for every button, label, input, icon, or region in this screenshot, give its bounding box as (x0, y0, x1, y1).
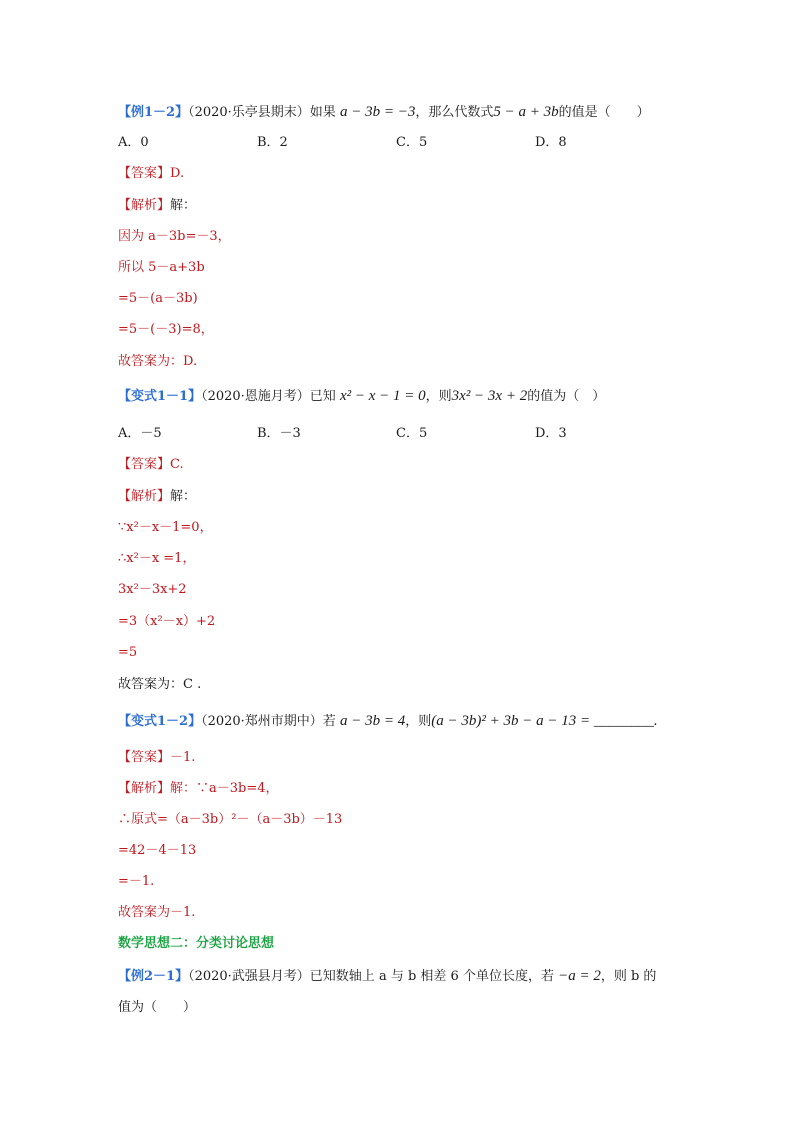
solution-step: 3x²－3x+2 (118, 582, 187, 597)
analysis-line (118, 781, 754, 797)
solution-step: =5－(－3)=8， (118, 322, 214, 337)
question-text: ，则 (425, 389, 452, 404)
option-a: A．0 (118, 135, 149, 150)
question-source: （2020·乐亭县期末）如果 (188, 105, 336, 120)
answer-line (118, 457, 754, 473)
question-ex21 (118, 968, 754, 985)
solution-step: =5－(a－3b) (118, 291, 198, 306)
solution-step: ∴原式=（a－3b）²－（a－3b）－13 (118, 812, 343, 827)
option-b: B．2 (257, 135, 288, 150)
options-row (118, 426, 754, 442)
solution-step: 故答案为：C . (118, 677, 202, 692)
solution-step: 故答案为－1. (118, 905, 196, 920)
question-tag: 【例2－1】 (118, 969, 189, 984)
solution-step: 因为 a－3b=－3， (118, 229, 231, 244)
analysis-line (118, 489, 754, 505)
solution-step: =3（x²－x）+2 (118, 614, 216, 629)
answer-tag: 【答案】 (118, 166, 171, 181)
question-tag: 【例1－2】 (118, 105, 189, 120)
equation: a − 3b = −3 (339, 104, 416, 120)
solution-step: 所以 5－a+3b (118, 260, 205, 275)
question-source: （2020·恩施月考）已知 (201, 389, 336, 404)
question-var12 (118, 713, 754, 730)
analysis-tag: 【解析】 (118, 489, 171, 504)
question-text: ，则 b 的 (600, 969, 657, 984)
expression: 5 − a + 3b (493, 104, 559, 120)
analysis-tag: 【解析】 (118, 198, 171, 213)
solution-step: 故答案为：D. (118, 354, 198, 369)
analysis-head: 解： (170, 198, 197, 213)
question-text: 的值为（ ） (527, 389, 606, 404)
answer-value: －1. (170, 750, 196, 765)
analysis-head: 解： (170, 489, 197, 504)
question-text: 的值是（ ） (558, 105, 650, 120)
analysis-line (118, 198, 754, 214)
question-text: ，那么代数式 (415, 105, 494, 120)
question-tag: 【变式1－1】 (118, 389, 202, 404)
equation: −a = 2 (558, 968, 601, 984)
solution-step: =－1. (118, 874, 155, 889)
option-c: C．5 (396, 426, 428, 441)
option-d: D．3 (535, 426, 567, 441)
solution-step: =42－4－13 (118, 843, 197, 858)
solution-step: ∵x²－x－1=0， (118, 520, 213, 535)
answer-line (118, 750, 754, 766)
expression: (a − 3b)² + 3b − a − 13 = ________. (431, 713, 658, 729)
section-heading: 数学思想二：分类讨论思想 (118, 936, 275, 951)
equation: x² − x − 1 = 0 (339, 388, 426, 404)
question-text-continued: 值为（ ） (118, 1000, 197, 1015)
answer-line (118, 166, 754, 182)
question-text: ，则 (405, 714, 432, 729)
question-ex12 (118, 104, 754, 121)
question-source: （2020·武强县月考）已知数轴上 a 与 b 相差 6 个单位长度，若 (188, 969, 554, 984)
expression: 3x² − 3x + 2 (451, 388, 528, 404)
options-row (118, 135, 754, 151)
analysis-tag: 【解析】 (118, 781, 171, 796)
option-d: D．8 (535, 135, 567, 150)
analysis-head: 解：∵a－3b=4， (170, 781, 279, 796)
solution-step: =5 (118, 645, 138, 660)
answer-value: C. (170, 457, 184, 472)
equation: a − 3b = 4 (339, 713, 406, 729)
option-c: C．5 (396, 135, 428, 150)
option-a: A．－5 (118, 426, 162, 441)
question-source: （2020·郑州市期中）若 (201, 714, 336, 729)
solution-step: ∴x²－x =1， (118, 551, 196, 566)
option-b: B．－3 (257, 426, 301, 441)
answer-value: D. (170, 166, 185, 181)
question-tag: 【变式1－2】 (118, 714, 202, 729)
answer-tag: 【答案】 (118, 457, 171, 472)
question-var11 (118, 388, 754, 405)
answer-tag: 【答案】 (118, 750, 171, 765)
